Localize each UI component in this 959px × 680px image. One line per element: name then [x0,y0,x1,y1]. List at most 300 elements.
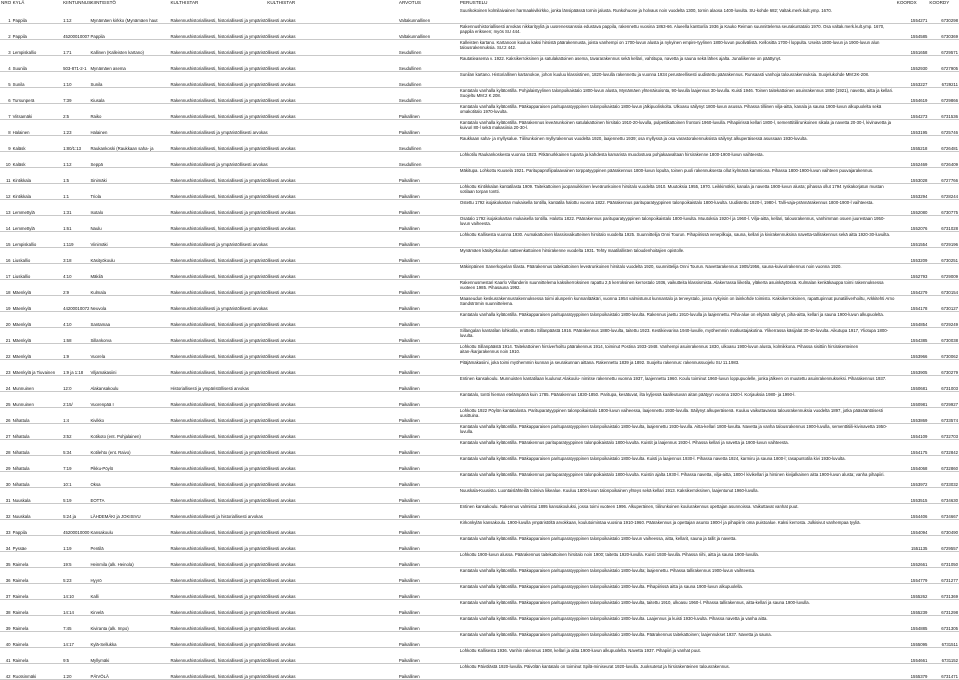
table-row [0,440,959,456]
cell-kulthistar-1: Rakennushistoriallisesti, historiallisesti ja ympäristöllisesti arvokas [169,24,266,40]
cell-koordy: 6731511 [928,632,959,648]
cell-koordx: 1551135 [896,536,929,552]
cell-koordx: 1555262 [896,584,929,600]
cell-koordx: 1554585 [896,24,929,40]
cell-arvotus: Paikallinen [398,328,459,344]
header-nro: NRO [1,0,12,5]
cell-koordx: 1554175 [896,440,929,456]
cell-nro: 37 [0,584,12,600]
header-perustelu: PERUSTELU [459,0,488,5]
cell-koordy: 6731298 [928,600,959,616]
cell-koordx: 1554178 [896,296,929,312]
cell-nro: 11 [0,168,12,184]
cell-arvotus: Paikallinen [398,264,459,280]
cell-koordx: 1554779 [896,568,929,584]
cell-kiinteisto: Sinimäki [89,168,169,184]
cell-kiintunnus: 1:1 [62,184,89,200]
cell-perustelu: Kantatalo vanhalla kylätontilla. Päärakennus parituparatyyppinen talonpoikaistalo 1800-luvulta. Kuistit ja laajennus 1930-l. Pihassa kellari ja navetta ja 1900-luvun vaihteesta. [459,440,896,456]
cell-kulthistar-1: Rakennushistoriallisesti, historiallisesti ja ympäristöllisesti arvokas [169,472,266,488]
cell-koordx: 1554094 [896,520,929,536]
cell-koordx: 1554661 [896,648,929,664]
cell-perustelu: Rakennusmestari Kaarlo Villanderin suunnittelema kaksikerroksinen rapattu 2,5 kerroksinen kerrostalo 1936, vaikutteita klassismista. Alakerrassa liiketila, yläkerta asuinkäytössä. Kulmalan kenkäkauppa toimi rakennuksessa vuoteen 1985. Pihasauna 1992. [459,280,896,296]
header-koordy: KOORDY [929,0,950,5]
cell-kyla: Liuskallio [12,248,63,264]
cell-perustelu: Kantatalo vanhalla kylätontilla. Pääkapparaisen parituparatyyppinen talonpoikaistalo 1800-luvulta. Rakennus jaettu 1910-luvulla ja laajennettu. Piha-alue on ehjänä säilynyt, piha-aitta, kellari ja sauna 1900-luvun alkupuolelta. [459,312,896,328]
cell-arvotus: Paikallinen [398,184,459,200]
cell-kiintunnus: 5:23 [62,568,89,584]
table-row [0,488,959,504]
cell-nro: 28 [0,440,12,456]
table-row [0,184,959,200]
cell-arvotus: Paikallinen [398,440,459,456]
cell-kyla: Halainen [12,120,63,136]
cell-koordy: 6731152 [928,648,959,664]
cell-kyla: Kintikkala [12,184,63,200]
cell-koordx: 1554271 [896,8,929,24]
cell-kyla: Mäenkylä [12,280,63,296]
table-row [0,280,959,296]
cell-kulthistar-1: Rakennushistoriallisesti, historiallisesti ja ympäristöllisesti arvokas [169,616,266,632]
cell-arvotus: Paikallinen [398,504,459,520]
cell-kulthistar-1: Rakennushistoriallisesti, historiallisesti ja ympäristöllisesti arvokas [169,568,266,584]
cell-kulthistar-1: Rakennushistoriallisesti, historiallisesti ja ympäristöllisesti arvokas [169,408,266,424]
cell-kiinteisto: LÄHDEMÄKI ja JOKISIVU [89,504,169,520]
cell-perustelu: Sillangalan kantatilan lohkotila, erottettu Sillanpäästä 1916. Päärakennus 1880-luvulta, taitettu 1923. Kestikievarina 1940-luvulle, myöhemmin matkustajakotina. Ylikerrassa käsijalat 30-40-luvulta. Aikutupa 1917, Yliotupa 1800-luvulta. [459,328,896,344]
cell-kiintunnus: 14:14 [62,600,89,616]
cell-kiintunnus: 19:5 [62,552,89,568]
cell-kiintunnus: 1:12 [62,8,89,24]
cell-nro: 24 [0,376,12,392]
cell-arvotus: Paikallinen [398,392,459,408]
cell-arvotus: Paikallinen [398,296,459,312]
cell-perustelu: Suurikokoinen kolmilaivainen harmaakivikirkko, jonka länsipäässä tornin jalusta. Runkohuone ja holvaus noin vuodelta 1300, tornin alaosa 1400-luvulta. SU-kohde 682; Valtak.merk.kult.ymp. 1670. [459,8,896,24]
cell-perustelu: Kantatalo vanhalla kylätontilla. Päärakennus parituparatyyppinen talonpoikaistalo 1800-luvulta. Kuistin ajalta 1930-l. Pihassa navetta, vilja-aitta, 1800-l kivikellari ja hirsinen kivijalkainen aitta 1900-luvun alusta; vanha pihapiiri. [459,472,896,488]
cell-perustelu: Kantatalo vanhalla kylätontilla. Pääkapparaisen parituparatyyppinen talonpoikaistalo 1800-luvulta. Päärakennus taitekattoinen; laajennukset 1937. Navetta ja sauna. [459,632,896,648]
cell-nro: 36 [0,568,12,584]
cell-koordy: 6730279 [928,360,959,376]
cell-koordx: 1550981 [896,392,929,408]
cell-kiintunnus: 1:9 [62,344,89,360]
cell-arvotus: Paikallinen [398,632,459,648]
cell-arvotus: Paikallinen [398,168,459,184]
cell-perustelu: Kantatalo vanhalla kylätontilla. Pääkapparaisen parituparatyyppinen talonpoikaistalo 1800-luvulta. Pihapiirissä aitta ja sauna 1900-luvun alkupuolella. [459,584,896,600]
cell-kiinteisto: Heinmila (alk. Heinola) [89,552,169,568]
table-row [0,632,959,648]
cell-kyla: Kaläsk [12,152,63,168]
cell-kiinteisto: Kiusala [89,88,169,104]
cell-koordy: 6730369 [928,24,959,40]
cell-arvotus: Paikallinen [398,408,459,424]
cell-arvotus: Paikallinen [398,360,459,376]
cell-kiintunnus: 1:31 [62,200,89,216]
cell-kiinteisto: Seppä [89,152,169,168]
cell-kiintunnus: 5:19 [62,488,89,504]
table-row [0,200,959,216]
cell-kyla: Mäenkylä [12,312,63,328]
cell-kyla: Nihattula [12,440,63,456]
cell-koordy: 6726481 [928,136,959,152]
cell-kulthistar-2 [266,152,398,168]
cell-arvotus: Paikallinen [398,104,459,120]
cell-kulthistar-1: Rakennushistoriallisesti, historiallisesti ja ympäristöllisesti arvokas [169,104,266,120]
cell-kulthistar-1: Rakennushistoriallisesti ja ympäristöllisesti arvokas [169,152,266,168]
cell-kiinteisto: Kiviranta (alk. Impo) [89,616,169,632]
cell-perustelu: Lohkottu Kintikkalan kantatilasta 1909. Taitekattoinen juopanuikkinen leveärunkoinen hirsitalo vuodelta 1910. Muutoksia 1955, 1970. Leikkimökki, kanala ja navetta 1900-luvun alusta; pihassa ollut 1794 ryskakorjatun mustan sotilaan torpan tontti. [459,184,896,200]
cell-kiintunnus: 4:10 [62,312,89,328]
cell-perustelu: Lohkottu 1900-luvun alussa. Päärakennus taitekattoinen hirsitalo noin 1900; taitettu 1920-luvulla. Kuisti 1930-luvulla. Pihassa riihi, aitta ja sauna 1900-luvulla. [459,552,896,568]
cell-kiintunnus: 1:80/1:13 [62,136,89,152]
cell-kiinteisto: Vuorenpää I [89,392,169,408]
cell-kyla: Mäenkylä [12,344,63,360]
cell-perustelu: Entinen kansakoulu. Rakennus valmistui 1895 kansakouluksi, jossa toimi vuoteen 1996. Alkuperäinen, tiilirunkoinen koulurakennus opettajan asunnoissa. Vaikuttavat vanhat puut. [459,504,896,520]
cell-koordy: 6730298 [928,8,959,24]
cell-arvotus: Paikallinen [398,552,459,568]
cell-kiinteisto: PÄIVÖLÄ [89,664,169,680]
cell-koordy: 6731050 [928,552,959,568]
cell-koordy: 6731471 [928,664,959,680]
cell-perustelu: Lohkottu Päivölästä 1920-luvulla. Päivölän kantatalo on toiminut Spilä-miniseurat 1920-luvulla. Juoksutetut ja hirsirakenteinen talousrakennus. [459,664,896,680]
cell-koordx: 1554109 [896,424,929,440]
cell-kulthistar-1: Rakennushistoriallisesti, historiallisesti ja ympäristöllisesti arvokas [169,40,266,56]
cell-arvotus: Paikallinen [398,488,459,504]
cell-koordy: 6730251 [928,248,959,264]
cell-kyla: Mäenkylä ja Tiuvainen [12,360,63,376]
cell-koordy: 6731028 [928,216,959,232]
cell-kulthistar-1: Rakennushistoriallisesti, historiallisesti ja ympäristöllisesti arvokas [169,200,266,216]
table-row [0,152,959,168]
cell-koordy: 6729927 [928,392,959,408]
cell-kulthistar-1: Rakennushistoriallisesti, historiallisesti ja ympäristöllisesti arvokas [169,136,266,152]
cell-koordy: 6729211 [928,72,959,88]
cell-arvotus: Paikallinen [398,616,459,632]
cell-kulthistar-1: Rakennushistoriallisesti, historiallisesti ja ympäristöllisesti arvokas [169,312,266,328]
table-row [0,312,959,328]
cell-kulthistar-1: Historiallisesti ja ympäristöllisesti arvokas [169,376,266,392]
cell-kyla: Suunila [12,56,63,72]
cell-nro: 17 [0,264,12,280]
cell-nro: 38 [0,600,12,616]
cell-koordy: 6729866 [928,88,959,104]
cell-koordx: 1551554 [896,232,929,248]
cell-kyla: Viitsamäki [12,104,63,120]
cell-koordy: 6726409 [928,152,959,168]
header-koordx: KOORDX [896,0,917,5]
cell-kulthistar-1: Rakennushistoriallisesti, historiallisesti ja ympäristöllisesti arvokas [169,88,266,104]
cell-kyla: Raimela [12,552,63,568]
cell-perustelu: Kantatalo vanhalla kylätontilla. Pääkapparaisen parituparatyyppinen talonpoikaistalo 1800-luvun vaiheessa, aitta, kellarit, sauna ja tallit ja navetta. [459,536,896,552]
cell-arvotus: Paikallinen [398,216,459,232]
cell-perustelu: Kantatalo vanhalla kylätontilla. Päärakennus leveärunkoinen satulakattoinen hirsitalo 1910-20-luvulla, pulpettikattoinen frontoni 1960-luvulla. Pihapiirissä kellari 1800-l, sementtitiilirunkoinen sikala ja navetta 20-30-l, kivinavetta ja kuivuri 80-l sekä makasiinia 20-30-l. [459,120,896,136]
cell-kiinteisto: Kalli [89,584,169,600]
cell-kulthistar-1: Rakennushistoriallisesti, historiallisesti ja ympäristöllisesti arvokas [169,184,266,200]
cell-koordy: 6730154 [928,280,959,296]
cell-kyla: Raimela [12,616,63,632]
cell-kiintunnus: 14:10 [62,584,89,600]
cell-kyla: Raimela [12,568,63,584]
cell-kulthistar-2 [266,120,398,136]
cell-koordx: 1553972 [896,472,929,488]
cell-kiintunnus: 1:23 [62,120,89,136]
cell-arvotus: Paikallinen [398,456,459,472]
cell-kyla: Raimela [12,584,63,600]
cell-kiintunnus: 1:4 [62,408,89,424]
cell-kiinteisto: EOTTA [89,488,169,504]
cell-koordx: 1552076 [896,216,929,232]
cell-perustelu: Lohkotilu Raukankoskesta vuonna 1923. Pitkänurkkainen tuparta ja kahdesta kamarista muodostuva pohjakaavaltaan hirsirakenne 1800-1900-luvun vaihteesta. [459,152,896,168]
cell-perustelu: Mäkinpäinen Sanerkopelan tilasta. Päärakennus taitekattoinen leveärunkoinen hirsitalo vuodelta 1920, suunnittelija Onni Tourun. Navettarakennus 1905/1956, sauna-kuivurirakennus noin vuonna 1920. [459,264,896,280]
cell-kiinteisto: Kylä-Sellukka [89,632,169,648]
cell-kiintunnus: 1:61 [62,216,89,232]
cell-kyla: Liuskallio [12,264,63,280]
table-row [0,568,959,584]
cell-koordx: 1553028 [896,168,929,184]
cell-koordy: 6730490 [928,520,959,536]
cell-koordy: 6729196 [928,232,959,248]
cell-arvotus: Paikallinen [398,472,459,488]
table-row [0,120,959,136]
cell-kulthistar-2 [266,296,398,312]
cell-perustelu: Raukkaan saha- ja myllysalue. Tiilirunkoinen myllyrakennus vuodelta 1920, laajennettu 1939; osa myllyssä ja osa varastorakennuksista säilynyt alkuperäisessä asussaan 1930-luvulta. [459,136,896,152]
cell-arvotus: Seudullinen [398,88,459,104]
cell-kyla: Lemmettylä [12,200,63,216]
table-row [0,360,959,376]
cell-perustelu: Pitäjämakasiini, joka toimi myöhemmin kunnan ja seurakunnan aittana. Rakennettu 1839 ja 1892. Suojeltu rakennus: rakennussuojelu SU 11.1983. [459,360,896,376]
table-row [0,56,959,72]
table-row [0,216,959,232]
header-kiinteisto: KIINTEISTÖ [90,0,116,5]
cell-arvotus: Paikallinen [398,520,459,536]
cell-koordx: 1554406 [896,504,929,520]
table-row [0,424,959,440]
cell-nro: 1 [0,8,12,24]
header-kiintunnus: KIINTUNNUS [63,0,92,5]
table-row [0,40,959,56]
cell-arvotus: Paikallinen [398,200,459,216]
cell-koordy: 6730127 [928,296,959,312]
cell-koordx: 1555095 [896,632,929,648]
cell-kyla: Munnuinen [12,392,63,408]
cell-nro: 35 [0,552,12,568]
cell-kyla: Pappila [12,24,63,40]
cell-perustelu: Osatalo 1792 isojakokartan mukaisella tontilla. Halottu 1822. Päärakennus parituparatyyppinen talonpoikaistalo 1800-luvulta. Muutoksia 1920-l ja 1960-l. Vilja-aitta, kellari, talousrakennus, vanhimman osuen juurestaan 1950-luvun vaiheesta. [459,216,896,232]
cell-kiinteisto: Triola [89,184,169,200]
cell-kulthistar-2 [266,504,398,520]
cell-arvotus: Seudullinen [398,152,459,168]
cell-koordy: 6730775 [928,200,959,216]
cell-kiintunnus: 1:5 [62,168,89,184]
cell-kulthistar-1: Rakennushistoriallisesti ja historiallisesti arvokas [169,504,266,520]
cell-kulthistar-1: Rakennushistoriallisesti, historiallisesti ja ympäristöllisesti arvokas [169,280,266,296]
table-row [0,72,959,88]
cell-kulthistar-1: Rakennushistoriallisesti, historiallisesti ja ympäristöllisesti arvokas [169,520,266,536]
table-row [0,24,959,40]
cell-arvotus: Paikallinen [398,664,459,680]
cell-kiinteisto: Kivikko [89,408,169,424]
cell-nro: 7 [0,104,12,120]
cell-koordx: 1550681 [896,376,929,392]
cell-arvotus: Paikallinen [398,424,459,440]
table-row [0,584,959,600]
cell-koordy: 6731305 [928,616,959,632]
cell-kyla: Sunila [12,72,63,88]
cell-nro: 3 [0,40,12,56]
cell-kiinteisto: Kotilehto (ent. Raivo) [89,440,169,456]
cell-koordy: 6732860 [928,456,959,472]
cell-kiintunnus: 9:5 [62,648,89,664]
cell-koordy: 6733032 [928,472,959,488]
cell-koordx: 1553869 [896,408,929,424]
cell-arvotus: Seudullinen [398,136,459,152]
cell-arvotus: Paikallinen [398,648,459,664]
cell-kulthistar-1: Rakennushistoriallisesti, historiallisesti ja ympäristöllisesti arvokas [169,600,266,616]
cell-kyla: Nihattula [12,472,63,488]
cell-nro: 15 [0,232,12,248]
cell-arvotus: Paikallinen [398,120,459,136]
cell-kiintunnus: 5:24 ja [62,504,89,520]
cell-nro: 14 [0,216,12,232]
cell-nro: 16 [0,248,12,264]
cell-koordy: 6730062 [928,344,959,360]
cell-koordx: 1555379 [896,664,929,680]
cell-perustelu: Lohkottu Kallisesta 1936. Vanhin rakennus 1908, kellari ja aitta 1900-luvun alkupuolelta. Navetta 1937. Pihapiiri ja vanhat puut. [459,648,896,664]
cell-perustelu: Sunilan kartano. Historiallinen kartanokoe, johon kuuluu klassistinen, 1820-luvulla rakennettu ja vuonna 1934 perusteellisesti uudistettu päärakennus. Runsaasti vanhoja talousrakennuksia. Suojelukohde MM:2K-208. [459,72,896,88]
cell-koordy: 6731369 [928,584,959,600]
cell-nro: 9 [0,136,12,152]
cell-perustelu: Kalleisten kartano. Kartanoon kuuluu kaksi hirsistä päärakennusta, joista vanhempi on 1700-luvun alusta ja nykyinen empire-tyylinen 1800-luvun puolivälistä. Kellositta 1700-l loppulta. Useita 1800-luvun ja 1900-luvun alun talousrakennuksia. SU:2 442. [459,40,896,56]
cell-nro: 22 [0,344,12,360]
cell-kiintunnus: 1:10 [62,72,89,88]
cell-nro: 26 [0,408,12,424]
cell-kiinteisto: Käsityökoulu [89,248,169,264]
cell-kulthistar-1: Rakennushistoriallisesti, historiallisesti ja ympäristöllisesti arvokas [169,216,266,232]
cell-kiinteisto: Neuvola [89,296,169,312]
cell-kulthistar-1: Rakennushistoriallisesti, historiallisesti ja ympäristöllisesti arvokas [169,328,266,344]
cell-kiinteisto: Pentilä [89,536,169,552]
table-row [0,600,959,616]
cell-kiintunnus: 1:9 ja 1:18 [62,360,89,376]
cell-kyla: Pappila [12,8,63,24]
cell-nro: 29 [0,456,12,472]
cell-arvotus: Valtakunnallinen [398,24,459,40]
cell-kiinteisto: Santamaa [89,312,169,328]
table-row [0,344,959,360]
cell-arvotus: Seudullinen [398,40,459,56]
cell-arvotus: Paikallinen [398,344,459,360]
cell-kulthistar-1: Rakennushistoriallisesti, historiallisesti ja ympäristöllisesti arvokas [169,664,266,680]
cell-perustelu: Entinen kansakoulu. Munnuisten kantatilaan kuulunut Alakoulu- nimitse rakennettu vuonna 1937, laajennettu 1960. Koulu toiminut 1960-luvun loppupuolelle, jonka jälkeen on muutettu asuinrakennukseksi. Piharakennus 1937. [459,376,896,392]
cell-kiintunnus: 1:19 [62,536,89,552]
cell-kiintunnus: 1:20 [62,664,89,680]
table-row [0,88,959,104]
cell-kiintunnus: 4:10 [62,264,89,280]
cell-kiintunnus: 7:39 [62,88,89,104]
cell-nro: 6 [0,88,12,104]
cell-kiinteisto: Kirvelä [89,600,169,616]
cell-kiintunnus: 2:15/ [62,392,89,408]
cell-kiinteisto: Pikku-Pöylö [89,456,169,472]
cell-koordy: 6731536 [928,104,959,120]
table-row [0,456,959,472]
cell-koordy: 6729009 [928,264,959,280]
cell-koordy: 6727905 [928,56,959,72]
cell-nro: 12 [0,184,12,200]
cell-perustelu: Lohkottu Sillanpäästä 1914. Taitekattoinen hirsiverhoiltu päärakennus 1914, toiminut Postina 1933-1948. Vanhempi asuinrakennus 1830, ulkoasu 1900-luvun alusta, kolmikkona. Pihassa sisittiin hirsirakenteinen aitan-/karjarakennus noin 1910. [459,344,896,360]
table-row [0,520,959,536]
cell-kyla: Kaläsk [12,136,63,152]
cell-kiinteisto: Oksa [89,472,169,488]
cell-kyla: Lempiskallio [12,40,63,56]
cell-kiintunnus: 14:17 [62,632,89,648]
table-row [0,664,959,680]
cell-kiinteisto: Kansakoulu [89,520,169,536]
table-row [0,8,959,24]
cell-koordx: 1554068 [896,456,929,472]
cell-kulthistar-1: Rakennushistoriallisesti, historiallisesti ja ympäristöllisesti arvokas [169,360,266,376]
cell-kulthistar-1: Rakennushistoriallisesti, historiallisesti ja ympäristöllisesti arvokas [169,392,266,408]
cell-kulthistar-2 [266,232,398,248]
cell-kiinteisto: Raukankoski (Raukkaan saha- ja [89,136,169,152]
header-arvotus: ARVOTUS [398,0,421,5]
cell-perustelu: Mynämäen käsityökoulun satteenkattoinen hirsirakenne vuodelta 1931. Tehty maatilallisten taloudenhoitajien opistolle. [459,248,896,264]
cell-kyla: Nihattula [12,424,63,440]
table-row [0,296,959,312]
cell-kulthistar-1: Rakennushistoriallisesti, historiallisesti ja ympäristöllisesti arvokas [169,456,266,472]
cell-perustelu: Kantatalo vanhalla kylätontilla. Pääkapparaisen parituparatyyppinen talonpoikaistalo 1800-luvun jälkipuoliskolta. Ulkoasu säilynyt 1800-luvun asussa. Pihassa tilliinen vilja-aitta, kanala ja sauna 1900-luvun alkupuolelta sekä omakotitalo 1970-luvulta. [459,104,896,120]
table-row [0,616,959,632]
cell-arvotus: Seudullinen [398,56,459,72]
cell-kulthistar-1: Rakennushistoriallisesti, historiallisesti ja ympäristöllisesti arvokas [169,488,266,504]
table-row [0,136,959,152]
cell-nro: 31 [0,488,12,504]
cell-koordy: 6729571 [928,40,959,56]
cell-kyla: Raimela [12,600,63,616]
cell-kiinteisto: Isotalo [89,200,169,216]
cell-kiintunnus: 10:1 [62,472,89,488]
cell-koordy: 6729557 [928,536,959,552]
cell-koordx: 1552793 [896,264,929,280]
cell-koordy: 6731277 [928,568,959,584]
cell-arvotus: Paikallinen [398,232,459,248]
table-body [0,8,959,680]
cell-kiintunnus: 2:5 [62,104,89,120]
cell-perustelu: Kantatalo vanhalla kylätontilla. Pääkapparaisen parituparatyyppinen talonpoikaistalo 1800-luvulta. Laajennus ja kuisti 1930-luvulta. Pihassa navetta ja vanha aitta. [459,616,896,632]
cell-kyla: Raimela [12,648,63,664]
cell-koordx: 1555218 [896,136,929,152]
cell-koordy: 6727766 [928,168,959,184]
cell-koordx: 1554279 [896,280,929,296]
cell-kyla: Nuuskala [12,488,63,504]
cell-kiintunnus: 1:71 [62,40,89,56]
cell-koordx: 1554385 [896,328,929,344]
cell-perustelu: Ostettu 1792 isojakokartan mukaisella tontilla, kantatila halottu vuonna 1822. Päärakennus parituparatyyppinen talonpoikaistalo 1800-luvulta. Uudistettu 1920-l, 1980-l. Talli-vaja-prännärakennus 1800-1900-l vaihteesta. [459,200,896,216]
cell-koordx: 1553294 [896,184,929,200]
cell-kiinteisto: Viinimäki [89,232,169,248]
table-row [0,552,959,568]
cell-nro: 25 [0,392,12,408]
cell-kyla: Tursunperä [12,88,63,104]
cell-koordy: 6729249 [928,312,959,328]
cell-kiintunnus: 1:119 [62,232,89,248]
cell-perustelu: Kantatalo vanhalla kylätontilla. Pääkapparaisen parituparatyyppinen talonpoikaistalo 1800-luvulta, taitettu 1910, ulkoasu 1960-l. Pihassa tallirakennus, aitta-kellari ja sauna 1900-luvulla. [459,600,896,616]
cell-kiinteisto: Naulu [89,216,169,232]
cell-kiintunnus: 7:19 [62,456,89,472]
table-row [0,392,959,408]
cell-koordy: 6732842 [928,440,959,456]
cell-nro: 23 [0,360,12,376]
cell-koordy: 6732703 [928,424,959,440]
cell-kulthistar-1: Rakennushistoriallisesti, historiallisesti ja ympäristöllisesti arvokas [169,552,266,568]
cell-kiinteisto: Sillankorva [89,328,169,344]
